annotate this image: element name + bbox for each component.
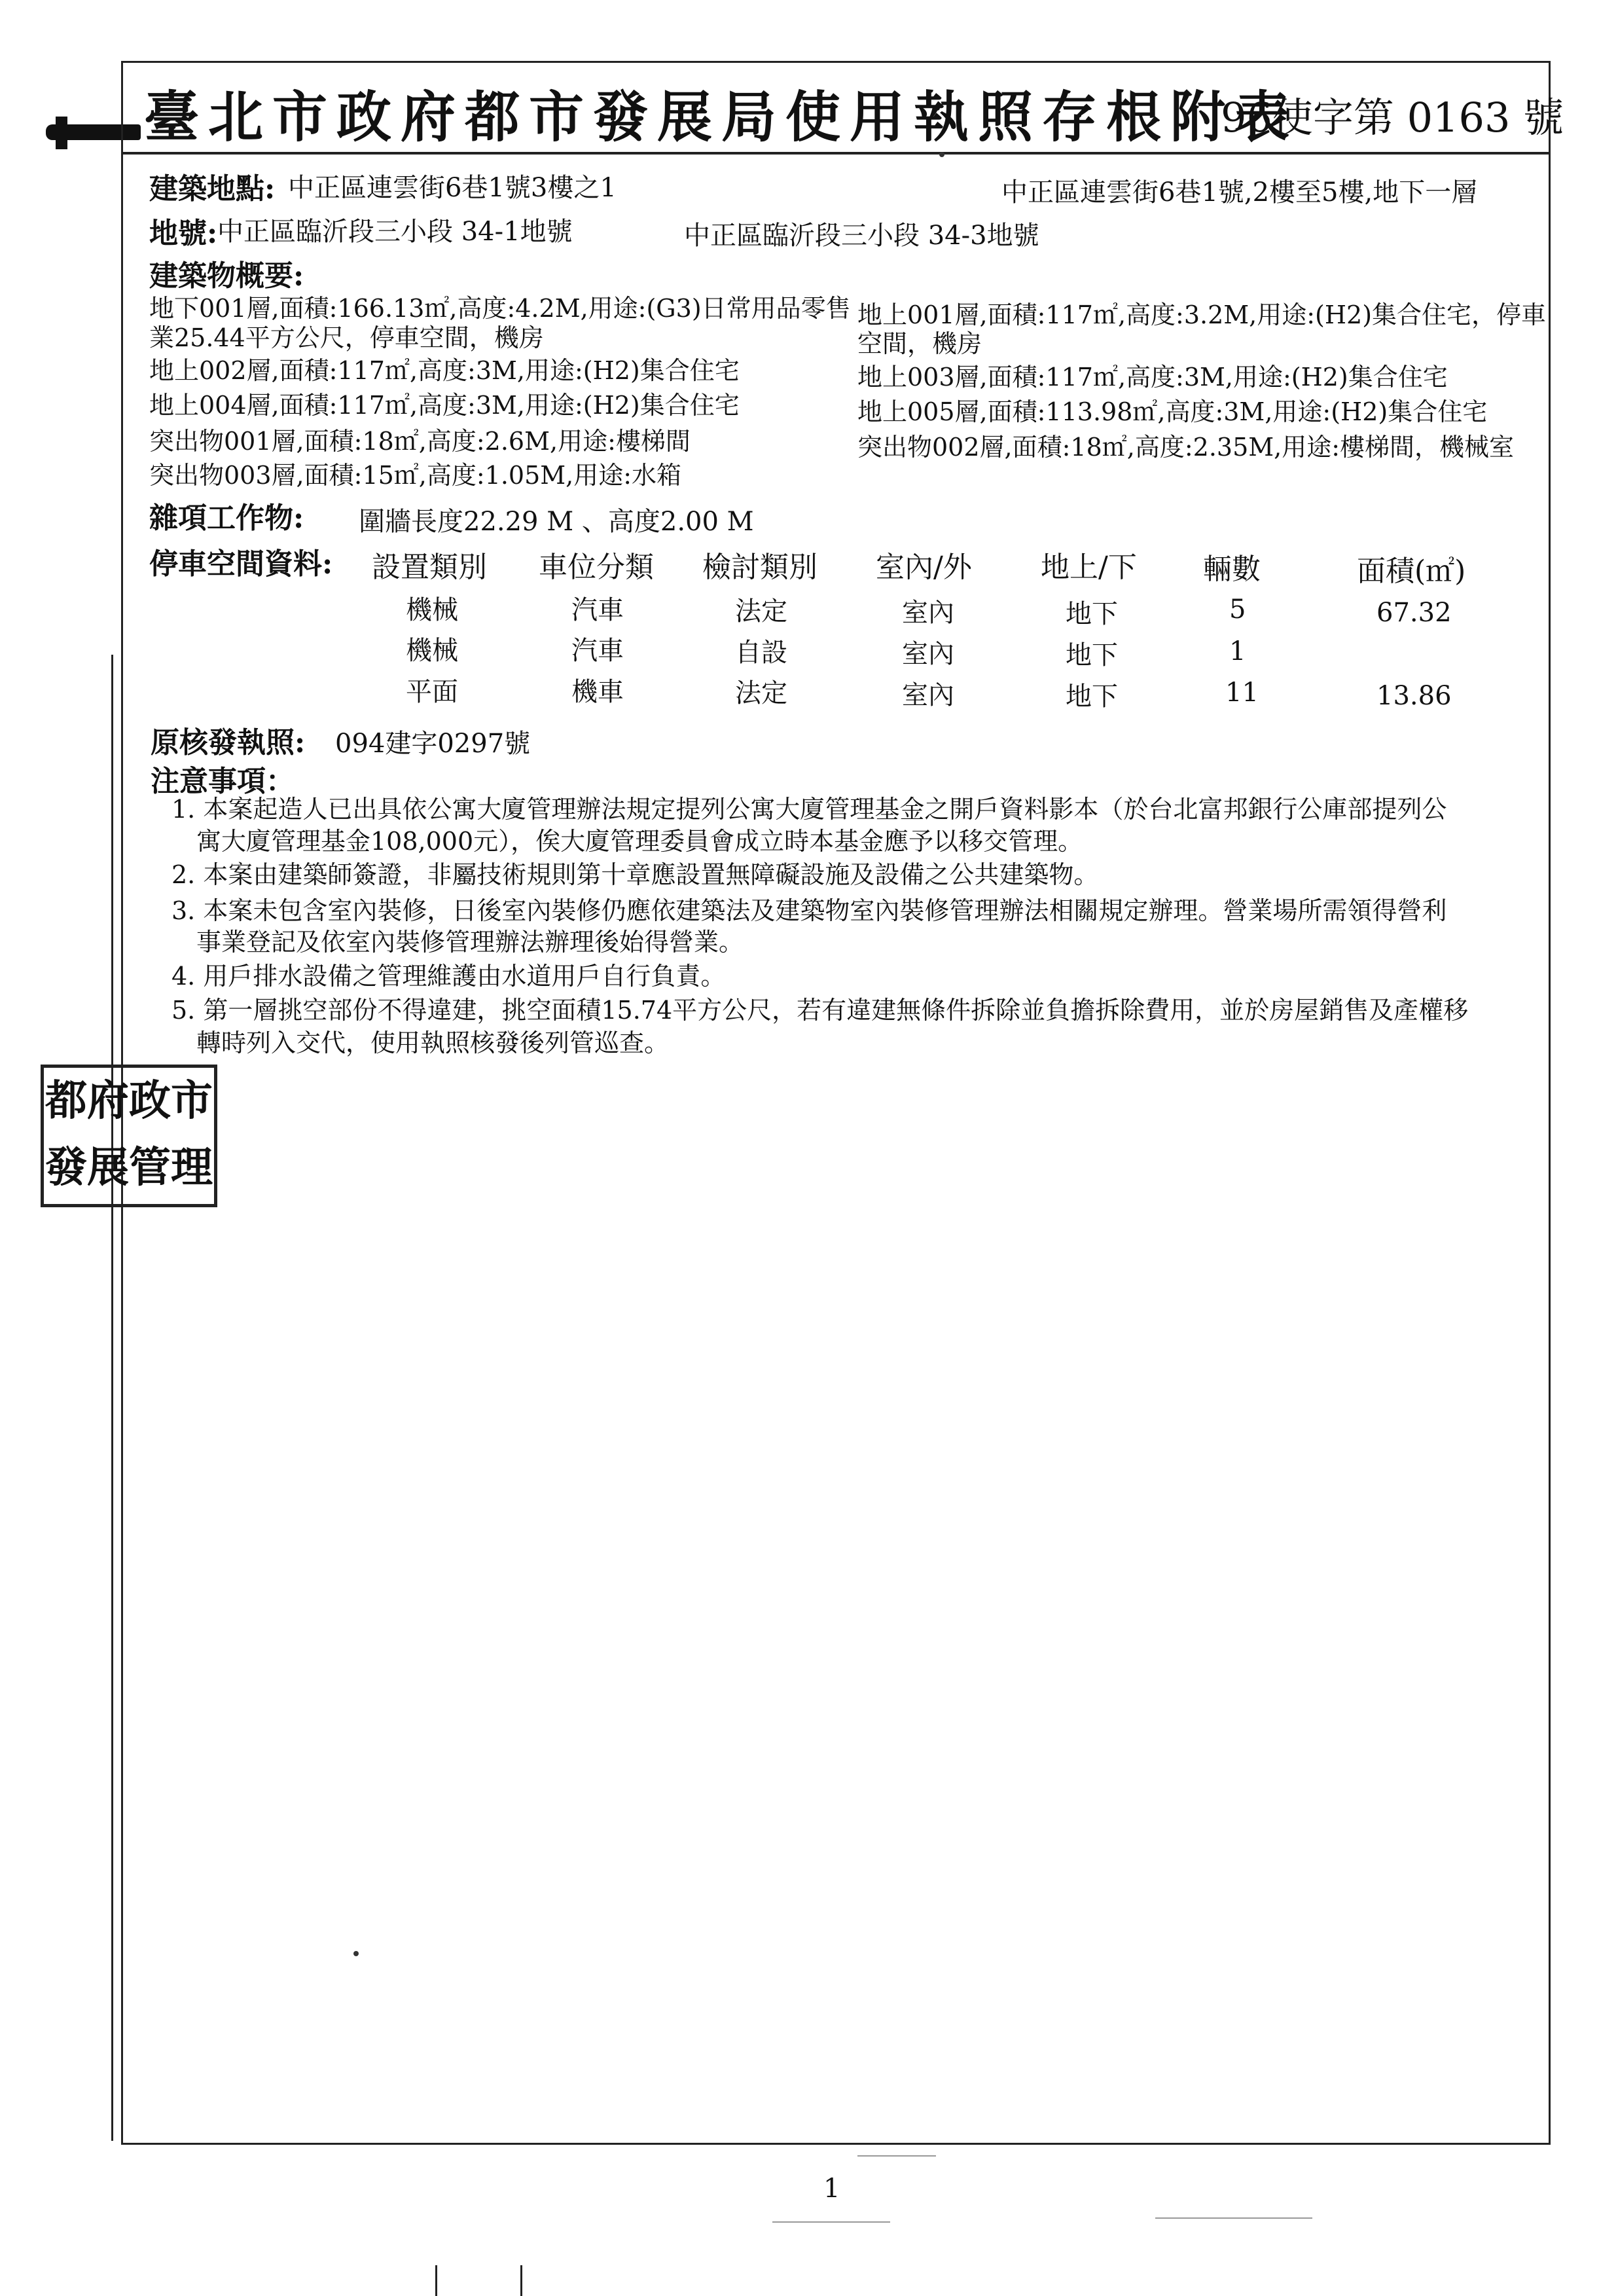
frame-left-rule <box>111 655 113 2141</box>
scan-speck <box>353 1951 359 1956</box>
lot-value-1: 中正區臨沂段三小段 34-1地號 <box>217 217 573 247</box>
parking-header-level: 地上/下 <box>1041 551 1137 584</box>
seal-char: 管 <box>129 1143 171 1192</box>
overview-right-line: 突出物002層,面積:18㎡,高度:2.35M,用途:樓梯間，機械室 <box>857 433 1515 462</box>
page-number: 1 <box>823 2174 840 2204</box>
parking-header-setup: 設置類別 <box>372 551 487 584</box>
parking-cell: 機械 <box>406 636 458 666</box>
seal-char: 展 <box>87 1143 129 1192</box>
crop-mark <box>435 2265 437 2296</box>
parking-cell: 1 <box>1229 636 1246 666</box>
parking-cell: 13.86 <box>1376 681 1452 711</box>
address-label: 建築地點: <box>149 172 276 206</box>
seal-char: 都 <box>45 1076 87 1125</box>
parking-cell: 機車 <box>571 677 624 707</box>
seal-char: 市 <box>171 1076 213 1125</box>
seal-char: 政 <box>129 1076 171 1125</box>
original-license-label: 原核發執照: <box>151 726 306 759</box>
parking-cell: 室內 <box>902 598 954 628</box>
parking-cell: 汽車 <box>571 595 624 625</box>
scan-speck <box>939 152 944 157</box>
seal-char: 理 <box>171 1143 213 1192</box>
lot-label: 地號: <box>149 217 218 250</box>
overview-left-line: 地上004層,面積:117㎡,高度:3M,用途:(H2)集合住宅 <box>149 391 740 420</box>
scan-dash <box>772 2221 890 2223</box>
note-line: 4. 用戶排水設備之管理維護由水道用戶自行負責。 <box>171 962 726 991</box>
parking-header-space-type: 車位分類 <box>539 551 654 584</box>
overview-right-line: 地上001層,面積:117㎡,高度:3.2M,用途:(H2)集合住宅，停車 <box>857 301 1547 329</box>
overview-right-line: 地上003層,面積:117㎡,高度:3M,用途:(H2)集合住宅 <box>857 363 1448 392</box>
misc-works-value: 圍牆長度22.29 M 、高度2.00 M <box>359 507 754 537</box>
overview-left-line: 地上002層,面積:117㎡,高度:3M,用途:(H2)集合住宅 <box>149 356 740 385</box>
overview-right-line: 空間，機房 <box>857 329 982 358</box>
note-line: 2. 本案由建築師簽證，非屬技術規則第十章應設置無障礙設施及設備之公共建築物。 <box>171 860 1099 889</box>
lot-value-2: 中正區臨沂段三小段 34-3地號 <box>684 221 1039 251</box>
parking-header-indoor: 室內/外 <box>876 551 972 584</box>
official-seal <box>41 1065 217 1207</box>
parking-cell: 法定 <box>735 678 787 708</box>
parking-cell: 地下 <box>1066 599 1118 629</box>
overview-left-line: 地下001層,面積:166.13㎡,高度:4.2M,用途:(G3)日常用品零售 <box>149 294 851 323</box>
parking-cell: 汽車 <box>571 636 624 666</box>
parking-cell: 法定 <box>735 596 787 627</box>
note-line: 轉時列入交代，使用執照核發後列管巡查。 <box>196 1029 670 1057</box>
parking-cell: 室內 <box>902 680 954 710</box>
note-line: 5. 第一層挑空部份不得違建，挑空面積15.74平方公尺，若有違建無條件拆除並負擔拆除費用，並於房屋銷售及產權移 <box>171 996 1469 1025</box>
crop-mark <box>520 2265 522 2296</box>
address-value: 中正區連雲街6巷1號3樓之1 <box>288 173 617 203</box>
overview-label: 建築物概要: <box>149 259 304 293</box>
seal-char: 府 <box>87 1076 129 1125</box>
parking-cell: 地下 <box>1066 640 1118 670</box>
overview-left-line: 突出物001層,面積:18㎡,高度:2.6M,用途:樓梯間 <box>149 427 691 456</box>
note-line: 寓大廈管理基金108,000元），俟大廈管理委員會成立時本基金應予以移交管理。 <box>196 827 1083 856</box>
notes-label: 注意事項： <box>151 765 295 798</box>
address-range: 中正區連雲街6巷1號,2樓至5樓,地下一層 <box>1001 177 1478 208</box>
parking-cell: 平面 <box>406 677 458 707</box>
seal-char: 發 <box>45 1143 87 1192</box>
parking-cell: 5 <box>1229 594 1246 625</box>
parking-label: 停車空間資料: <box>149 547 333 581</box>
note-line: 3. 本案未包含室內裝修，日後室內裝修仍應依建築法及建築物室內裝修管理辦法相關規定辦理。營業場所需領得營利 <box>171 896 1447 925</box>
parking-cell: 自設 <box>735 638 787 668</box>
overview-left-line: 突出物003層,面積:15㎡,高度:1.05M,用途:水箱 <box>149 461 682 490</box>
note-line: 事業登記及依室內裝修管理辦法辦理後始得營業。 <box>196 928 744 957</box>
overview-left-line: 業25.44平方公尺，停車空間，機房 <box>149 323 544 352</box>
document-number: 96使字第 0163 號 <box>1221 94 1564 141</box>
original-license-value: 094建字0297號 <box>335 729 531 759</box>
parking-cell: 67.32 <box>1376 598 1452 628</box>
document-title: 臺北市政府都市發展局使用執照存根附表 <box>144 84 1299 149</box>
note-line: 1. 本案起造人已出具依公寓大廈管理辦法規定提列公寓大廈管理基金之開戶資料影本（於台北富邦銀行公庫部提列公 <box>171 795 1447 824</box>
binding-mark-tab <box>56 117 67 149</box>
parking-header-area: 面積(㎡) <box>1357 555 1466 588</box>
overview-right-line: 地上005層,面積:113.98㎡,高度:3M,用途:(H2)集合住宅 <box>857 397 1488 426</box>
misc-works-label: 雜項工作物: <box>149 501 304 535</box>
parking-cell: 地下 <box>1066 682 1118 712</box>
parking-cell: 室內 <box>902 639 954 669</box>
scan-dash <box>1155 2217 1312 2219</box>
scan-dash <box>857 2155 936 2157</box>
parking-header-review: 檢討類別 <box>702 551 818 584</box>
parking-header-count: 輛數 <box>1203 553 1261 586</box>
parking-cell: 11 <box>1225 678 1259 708</box>
parking-cell: 機械 <box>406 595 458 625</box>
